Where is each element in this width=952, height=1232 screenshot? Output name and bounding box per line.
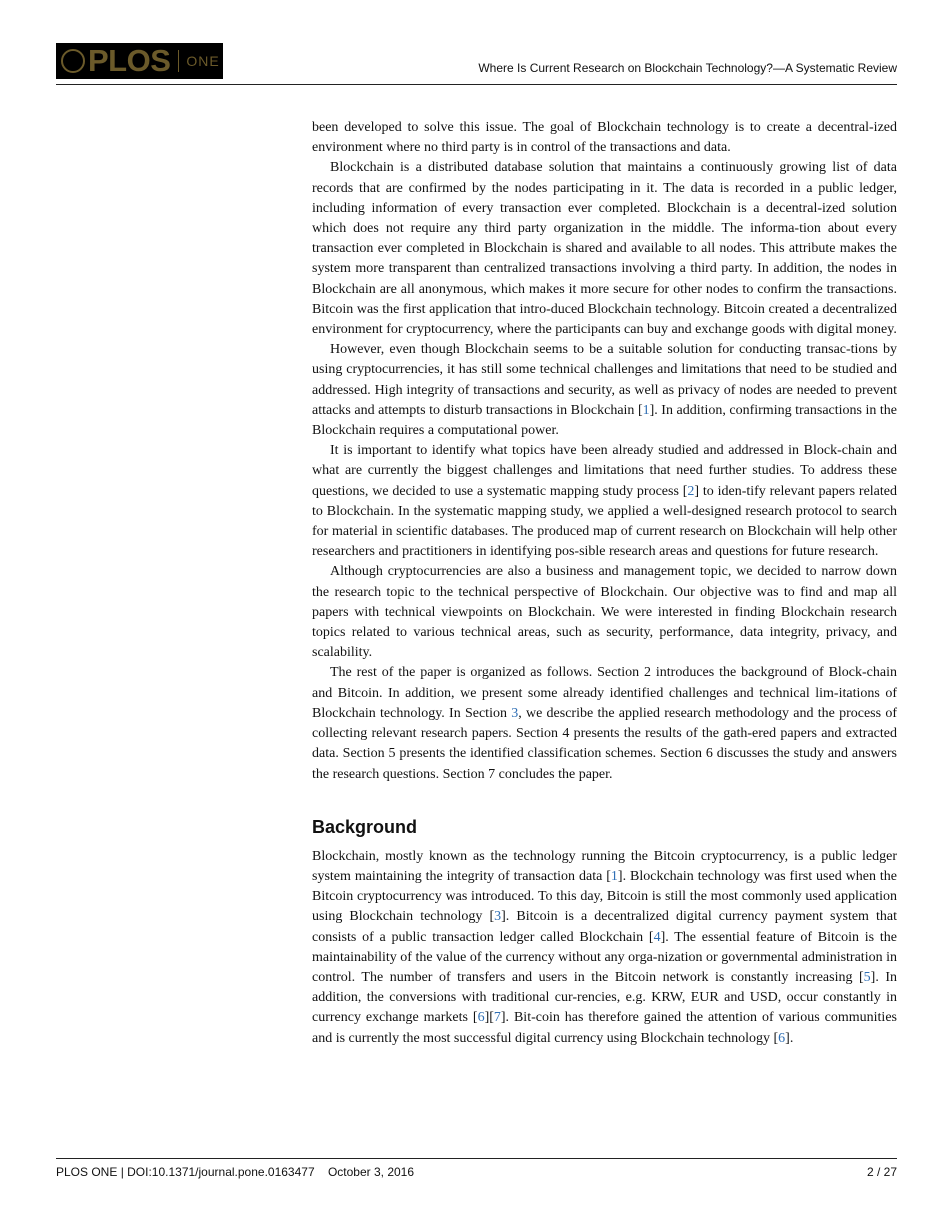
paragraph-background: Blockchain, mostly known as the technology running the Bitcoin cryptocurrency, is a public ledger system maintaining the integrity of transaction data [1]. Blockchain technology was first used when the Bitcoin cryptocurrency was introduced. To this day, Bitcoin is still the most commonly used application using Blockchain technology [3]. Bitcoin is a decentralized digital currency payment system that consists of a public transaction ledger called Blockchain [4]. The essential feature of Bitcoin is the maintainability of the value of the currency without any orga-nization or governmental administration in control. The number of transfers and users in the Bitcoin network is constantly increasing [5]. In addition, the conversions with traditional cur-rencies, e.g. KRW, EUR and USD, occur constantly in currency exchange markets [6][7]. Bit-coin has therefore gained the attention of various communities and is currently the most successful digital currency using Blockchain technology [6]. bbox=[312, 848, 897, 1046]
section-link[interactable]: 3 bbox=[511, 705, 519, 721]
paragraph-mapping-study: It is important to identify what topics have been already studied and addressed in Block-chain and what are currently the biggest challenges and limitations that need further studies. To address these questions, we decided to use a systematic mapping study process [2] to iden-tify relevant papers related to Blockchain. In the systematic mapping study, we applied a well-designed research protocol to search for material in scientific databases. The produced map of current research on Blockchain will help other researchers and practitioners in identifying pos-sible research areas and questions for future research. bbox=[312, 443, 897, 560]
paragraph-intro-continued: been developed to solve this issue. The goal of Blockchain technology is to create a decentral-ized environment where no third party is in control of the transactions and data. bbox=[312, 120, 897, 156]
paragraph-scope: Although cryptocurrencies are also a business and management topic, we decided to narrow down the research topic to the technical perspective of Blockchain. Our objective was to find and map all papers with technical viewpoints on Blockchain. We were interested in finding Blockchain research topics related to various technical areas, such as security, performance, data integrity, privacy, and scalability. bbox=[312, 564, 897, 661]
section-heading-background: Background bbox=[312, 816, 418, 837]
citation-link[interactable]: 6 bbox=[477, 1010, 485, 1026]
citation-link[interactable]: 4 bbox=[653, 929, 661, 945]
paragraph-challenges: However, even though Blockchain seems to be a suitable solution for conducting transac-tions by using cryptocurrencies, it has still some technical challenges and limitations that need to be studied and addressed. High integrity of transactions and security, as well as privacy of nodes are needed to prevent attacks and attempts to disturb transactions in Blockchain [1]. In addition, confirming transactions in the Blockchain requires a computational power. bbox=[312, 342, 898, 439]
paragraph-blockchain-definition: Blockchain is a distributed database solution that maintains a continuously growing list of data records that are confirmed by the nodes participating in it. The data is recorded in a public ledger, including information of every transaction ever completed. Blockchain is a decentral-ized solution which does not require any third party organization in the middle. The informa-tion about every transaction ever completed in Blockchain is shared and available to all nodes. This attribute makes the system more transparent than centralized transactions involving a third party. In addition, the nodes in Blockchain are all anonymous, which makes it more secure for other nodes to confirm the transactions. Bitcoin was the first application that intro-duced Blockchain technology. Bitcoin created a decentralized environment for cryptocurrency, where the participants can buy and exchange goods with digital money. bbox=[312, 160, 897, 338]
logo-suffix: ONE bbox=[186, 53, 220, 69]
article-body bbox=[312, 118, 897, 1049]
citation-link[interactable]: 5 bbox=[863, 969, 871, 985]
paragraph-organization: The rest of the paper is organized as follows. Section 2 introduces the background of Block-chain and Bitcoin. In addition, we present some already identified challenges and technical lim-itations of Blockchain technology. In Section 3, we describe the applied research methodology and the process of collecting relevant research papers. Section 4 presents the results of the gath-ered papers and extracted data. Section 5 presents the identified classification schemes. Section 6 discusses the study and answers the research questions. Section 7 concludes the paper. bbox=[312, 665, 897, 782]
logo-text: PLOS bbox=[88, 43, 171, 78]
footer-divider bbox=[56, 1158, 897, 1159]
citation-link[interactable]: 6 bbox=[778, 1030, 786, 1046]
citation-link[interactable]: 2 bbox=[687, 483, 695, 499]
citation-link[interactable]: 7 bbox=[493, 1010, 501, 1026]
citation-link[interactable]: 3 bbox=[494, 909, 502, 925]
header-divider bbox=[56, 84, 897, 85]
journal-logo bbox=[56, 43, 223, 79]
footer-citation: PLOS ONE | DOI:10.1371/journal.pone.0163477 October 3, 2016 bbox=[56, 1165, 415, 1179]
logo-divider bbox=[178, 50, 179, 72]
plos-logo-icon bbox=[61, 49, 85, 73]
citation-link[interactable]: 1 bbox=[642, 402, 650, 418]
page-number: 2 / 27 bbox=[866, 1165, 897, 1179]
running-title: Where Is Current Research on Blockchain Technology?—A Systematic Review bbox=[478, 61, 897, 75]
citation-link[interactable]: 1 bbox=[610, 868, 618, 884]
